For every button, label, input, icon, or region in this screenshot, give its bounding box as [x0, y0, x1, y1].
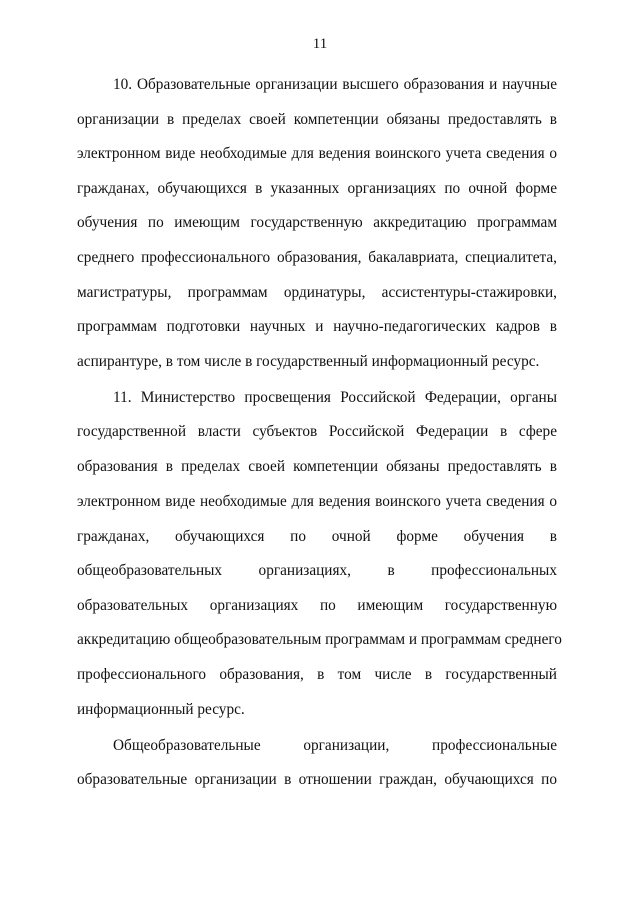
text-line: аккредитацию общеобразовательным программам и программам среднего	[77, 631, 562, 648]
text-line: 11. Министерство просвещения Российской Федерации, органы	[113, 389, 557, 406]
text-line: общеобразовательных организациях, в профессиональных	[77, 562, 557, 579]
text-line: 10. Образовательные организации высшего образования и научные	[113, 76, 557, 93]
text-line: гражданах, обучающихся в указанных организациях по очной форме	[77, 180, 557, 197]
text-line: организации в пределах своей компетенции обязаны предоставлять в	[77, 111, 557, 128]
page-number: 11	[312, 36, 328, 52]
text-line: образования в пределах своей компетенции обязаны предоставлять в	[77, 458, 557, 475]
text-line: государственной власти субъектов Российской Федерации в сфере	[77, 423, 557, 440]
text-line: электронном виде необходимые для ведения воинского учета сведения о	[77, 493, 557, 510]
text-line: магистратуры, программам ординатуры, ассистентуры-стажировки,	[77, 284, 557, 301]
text-line: профессионального образования, в том числе в государственный	[77, 666, 557, 683]
text-line: программам подготовки научных и научно-педагогических кадров в	[77, 318, 557, 335]
text-line: образовательных организациях по имеющим государственную	[77, 597, 557, 614]
text-line: информационный ресурс.	[77, 701, 245, 718]
text-line: гражданах, обучающихся по очной форме обучения в	[77, 528, 557, 545]
text-line: образовательные организации в отношении граждан, обучающихся по	[77, 771, 557, 788]
text-line: электронном виде необходимые для ведения воинского учета сведения о	[77, 145, 557, 162]
text-line: Общеобразовательные организации, профессиональные	[113, 737, 557, 754]
text-line: обучения по имеющим государственную аккредитацию программам	[77, 214, 557, 231]
text-line: аспирантуре, в том числе в государственный информационный ресурс.	[77, 353, 540, 370]
text-line: среднего профессионального образования, бакалавриата, специалитета,	[77, 249, 557, 266]
